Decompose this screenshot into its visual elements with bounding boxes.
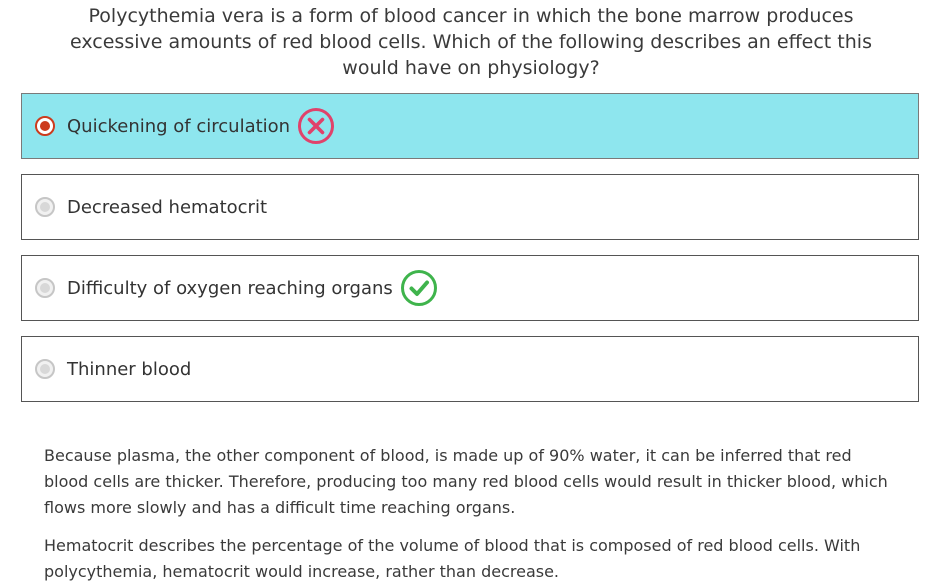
answer-option-3[interactable]	[21, 255, 919, 321]
radio-unselected-icon[interactable]	[35, 278, 55, 298]
option-label: Difficulty of oxygen reaching organs	[67, 277, 393, 299]
answer-option-2[interactable]	[21, 174, 919, 240]
x-circle-icon	[297, 107, 335, 145]
radio-unselected-icon[interactable]	[35, 359, 55, 379]
option-label: Thinner blood	[67, 358, 192, 380]
option-label: Decreased hematocrit	[67, 196, 268, 218]
explanation-paragraph: Because plasma, the other component of blood, is made up of 90% water, it can be inferred that red blood cells are thicker. Therefore, producing too many red blood cells would result in thicker blood, which flows more slowly and has a difficult time reaching organs.	[44, 446, 888, 517]
option-label: Quickening of circulation	[67, 115, 291, 137]
answer-option-1[interactable]	[21, 93, 919, 159]
check-circle-icon	[400, 269, 438, 307]
radio-selected-icon[interactable]	[35, 116, 55, 136]
answer-option-4[interactable]	[21, 336, 919, 402]
radio-unselected-icon[interactable]	[35, 197, 55, 217]
question-text: Polycythemia vera is a form of blood cancer in which the bone marrow produces excessive amounts of red blood cells. Which of the following describes an effect this would have on physiology?	[70, 5, 872, 79]
explanation-paragraph: Hematocrit describes the percentage of the volume of blood that is composed of red blood cells. With polycythemia, hematocrit would increase, rather than decrease.	[44, 536, 861, 581]
